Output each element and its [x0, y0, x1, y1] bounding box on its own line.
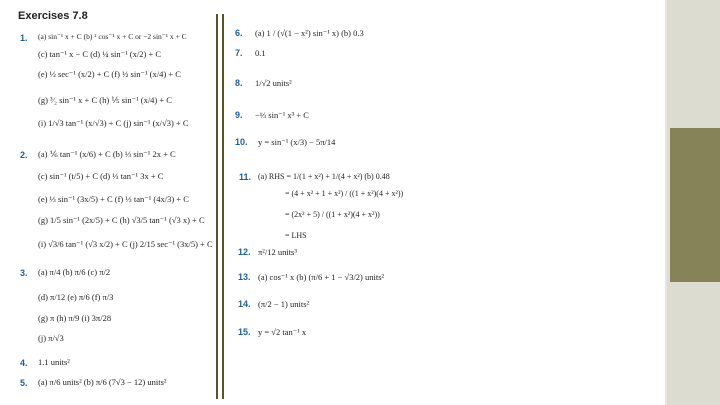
answer-line: (d) π/12 (e) π/6 (f) π/3 — [38, 292, 114, 302]
answer-line: (i) √3/6 tan⁻¹ (√3 x/2) + C (j) 2/15 sec⁻¹ (3x/5) + C — [38, 239, 213, 249]
answer-text: (a) RHS = 1/(1 + x²) + 1/(4 + x²) (b) 0.48 — [258, 172, 390, 181]
column-divider — [222, 14, 224, 399]
answer-text: 1/√2 units² — [255, 78, 292, 88]
sidebar-accent-bar — [670, 128, 720, 282]
answer-line: (g) π (h) π/9 (i) 3π/28 — [38, 313, 112, 323]
question-number: 15. — [238, 327, 251, 337]
question-number: 4. — [20, 358, 28, 368]
answer-line: 1.1 units² — [38, 357, 70, 367]
answer-line: (c) tan⁻¹ x − C (d) ¼ sin⁻¹ (x/2) + C — [38, 49, 162, 59]
answer-text: = (2x² + 5) / ((1 + x²)(4 + x²)) — [285, 210, 380, 219]
answer-text: (π/2 − 1) units² — [258, 299, 310, 309]
question-number: 14. — [238, 299, 251, 309]
question-number: 1. — [20, 33, 28, 43]
answer-line: (e) ⅓ sin⁻¹ (3x/5) + C (f) ⅓ tan⁻¹ (4x/3) + C — [38, 194, 189, 204]
answer-line: (e) ½ sec⁻¹ (x/2) + C (f) ½ sin⁻¹ (x/4) + C — [38, 69, 181, 79]
question-number: 5. — [20, 378, 28, 388]
question-number: 2. — [20, 150, 28, 160]
answer-text: 0.1 — [255, 48, 266, 58]
answer-text: −⅓ sin⁻¹ x³ + C — [255, 110, 309, 120]
question-number: 7. — [235, 48, 243, 58]
answer-line: (g) 1/5 sin⁻¹ (2x/5) + C (h) √3/5 tan⁻¹ (√3 x) + C — [38, 215, 205, 225]
answer-text: = (4 + x² + 1 + x²) / ((1 + x²)(4 + x²)) — [285, 189, 404, 198]
question-number: 11. — [239, 172, 252, 182]
answer-line: (a) π/6 units² (b) π/6 (7√3 − 12) units² — [38, 377, 167, 387]
answer-text: (a) cos⁻¹ x (b) (π/6 + 1 − √3/2) units² — [258, 272, 385, 282]
question-number: 3. — [20, 268, 28, 278]
question-number: 10. — [235, 137, 248, 147]
sidebar-separator — [665, 0, 667, 405]
question-number: 13. — [238, 272, 251, 282]
answer-line: (g) ³⁄₂ sin⁻¹ x + C (h) ⅕ sin⁻¹ (x/4) + C — [38, 95, 172, 105]
question-number: 9. — [235, 110, 243, 120]
column-divider — [216, 14, 218, 399]
question-number: 6. — [235, 28, 243, 38]
answer-text: = LHS — [285, 231, 307, 240]
answer-text: y = √2 tan⁻¹ x — [258, 327, 307, 337]
question-number: 12. — [238, 247, 251, 257]
question-number: 8. — [235, 78, 243, 88]
answer-line: (a) π/4 (b) π/6 (c) π/2 — [38, 267, 111, 277]
answer-text: y = sin⁻¹ (x/3) − 5π/14 — [258, 137, 336, 147]
answer-line: (a) ⅙ tan⁻¹ (x/6) + C (b) ⅓ sin⁻¹ 2x + C — [38, 149, 176, 159]
answer-text: (a) 1 / (√(1 − x²) sin⁻¹ x) (b) 0.3 — [255, 28, 364, 38]
answer-line: (i) 1/√3 tan⁻¹ (x/√3) + C (j) sin⁻¹ (x/√3) + C — [38, 118, 189, 128]
answer-line: (a) sin⁻¹ x + C (b) ² cos⁻¹ x + C or −2 sin⁻¹ x + C — [38, 32, 187, 41]
answer-text: π²/12 units³ — [258, 247, 297, 257]
answer-line: (j) π/√3 — [38, 333, 64, 343]
exercise-title: Exercises 7.8 — [18, 10, 88, 22]
answer-line: (c) sin⁻¹ (t/5) + C (d) ⅓ tan⁻¹ 3x + C — [38, 171, 164, 181]
